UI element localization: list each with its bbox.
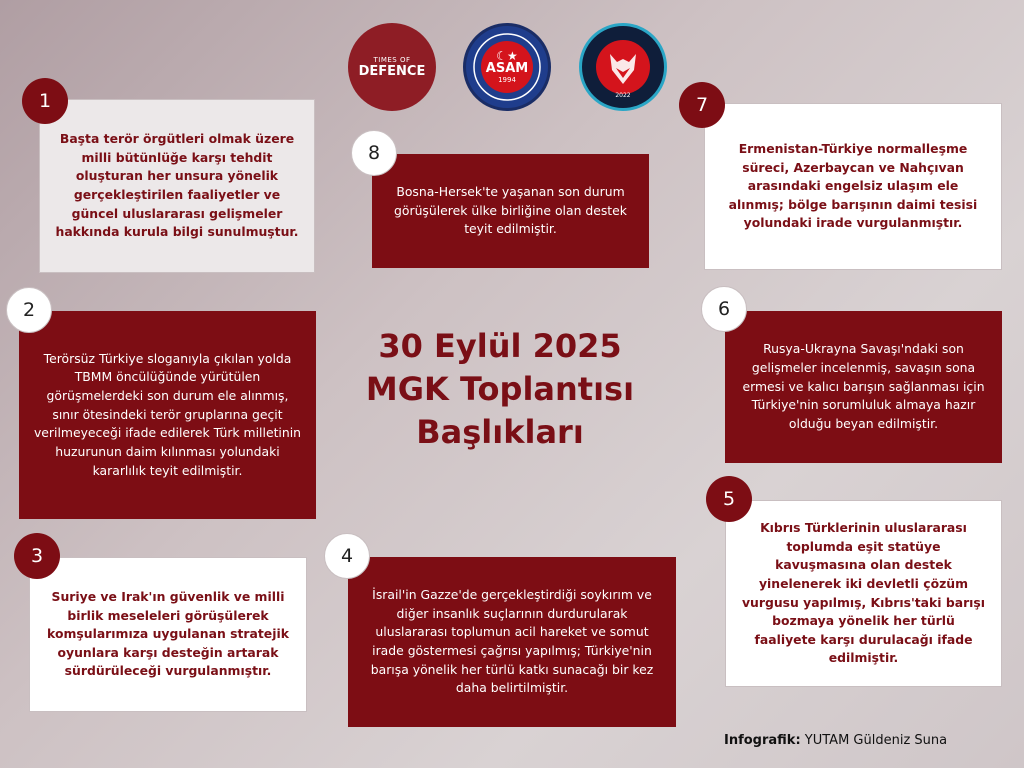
item-6-text: Rusya-Ukrayna Savaşı'ndaki son gelişmeler incelenmiş, savaşın sona ermesi ve kalıcı barışın sağlanması için Türkiye'nin sorumluluk almaya hazır olduğu beyan edilmiştir.: [742, 341, 985, 431]
logo-asam-text: ASAM: [485, 61, 529, 76]
credit-name: YUTAM Güldeniz Suna: [804, 733, 948, 748]
item-6-box: [725, 311, 1002, 463]
item-2-number: 2: [6, 287, 52, 333]
item-4-box: [348, 557, 676, 727]
times-of-defence-logo: [348, 23, 436, 111]
item-6-number: 6: [701, 286, 747, 332]
item-3-box: [29, 557, 307, 712]
crescent-star-icon: ☾★: [496, 49, 518, 63]
item-7-text: Ermenistan-Türkiye normalleşme süreci, Azerbaycan ve Nahçıvan arasındaki engelsiz ulaşım ele alınmış; bölge barışının daimi tesisi yolundaki irade vurgulanmıştır.: [728, 140, 978, 231]
logo-asam-year: 1994: [498, 76, 516, 84]
item-1-text: Başta terör örgütleri olmak üzere milli bütünlüğe karşı tehdit oluşturan her unsura yönelik gerçekleştirilen faaliyetler ve güncel uluslararası gelişmeler hakkında kurula bilgi sunulmuştur.: [55, 131, 299, 240]
logo-yutam-year: 2022: [615, 92, 631, 99]
item-7-box: [704, 103, 1002, 270]
item-3-text: Suriye ve Irak'ın güvenlik ve milli birlik meseleleri görüşülerek komşularımıza uygulanan stratejik oyunlara karşı desteğin artarak sürdürüleceği vurgulanmıştır.: [47, 588, 289, 679]
item-7-number: 7: [679, 82, 725, 128]
item-4-number: 4: [324, 533, 370, 579]
item-2-text: Terörsüz Türkiye sloganıyla çıkılan yolda TBMM öncülüğünde yürütülen görüşmelerdeki son durum ele alınmış, sınır ötesindeki terör gruplarına geçit verilmeyeceği ifade edilerek Türk milletinin huzurunun daim kılınması yolundaki kararlılık teyit edilmiştir.: [33, 350, 302, 478]
item-5-text: Kıbrıs Türklerinin uluslararası toplumda eşit statüye kavuşmasına olan destek yinelenerek iki devletli çözüm vurgusu yapılmış, Kıbrıs'taki barışı bozmaya yönelik her türlü faaliyete karşı durulacağı ifade edilmiştir.: [741, 520, 986, 666]
yutam-logo: [579, 23, 667, 111]
title-line-2: MGK Toplantısı: [365, 370, 635, 409]
item-8-text: Bosna-Hersek'te yaşanan son durum görüşülerek ülke birliğine olan destek teyit edilmiştir.: [394, 184, 627, 237]
item-8-box: [372, 154, 649, 268]
item-1-box: [39, 99, 315, 273]
item-5-number: 5: [706, 476, 752, 522]
item-4-text: İsrail'in Gazze'de gerçekleştirdiği soykırım ve diğer insanlık suçlarının durdurularak uluslararası toplumun acil hareket ve somut irade göstermesi çağrısı yapılmış; Türkiye'nin barışa yönelik her türlü katkı sunacağı bir kez daha belirtilmiştir.: [370, 587, 654, 696]
item-8-number: 8: [351, 130, 397, 176]
logo-tod-main: DEFENCE: [358, 63, 426, 79]
item-5-box: [725, 500, 1002, 687]
logo-tod-top: TIMES OF: [373, 55, 411, 64]
title-line-3: Başlıkları: [416, 413, 584, 452]
item-3-number: 3: [14, 533, 60, 579]
page-title: [330, 325, 670, 455]
infographic-credit: [724, 733, 947, 748]
item-1-number: 1: [22, 78, 68, 124]
credit-label: Infografik:: [724, 733, 801, 748]
item-2-box: [19, 311, 316, 519]
asam-logo: [463, 23, 551, 111]
title-line-1: 30 Eylül 2025: [378, 327, 622, 365]
